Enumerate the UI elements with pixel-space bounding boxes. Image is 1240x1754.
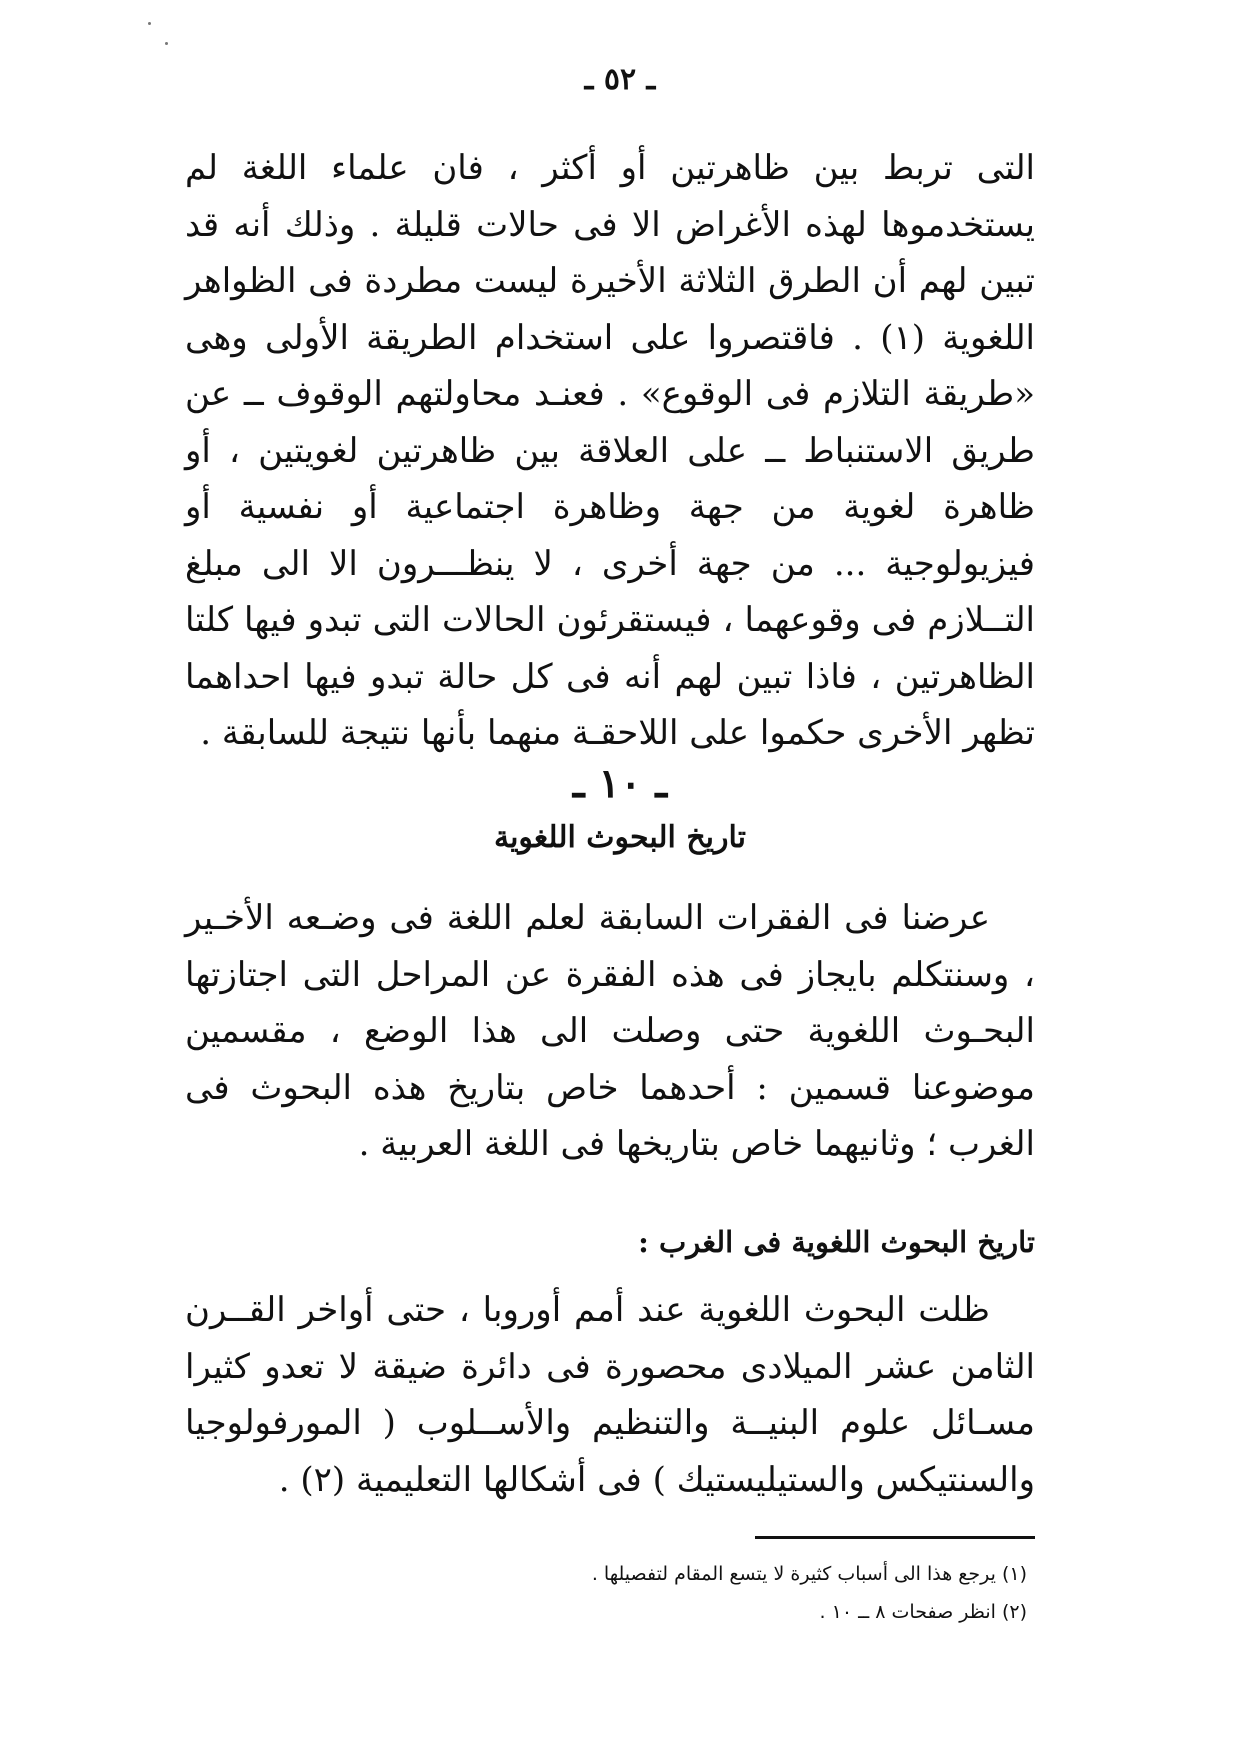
footnote-1: (١) يرجع هذا الى أسباب كثيرة لا يتسع المقام لتفصيلها . (591, 1563, 1027, 1585)
section-text-block (185, 890, 1035, 1173)
west-subheading: تاريخ البحوث اللغوية فى الغرب : (638, 1225, 1035, 1259)
section-number: ـ ١٠ ـ (572, 760, 668, 807)
footnotes (185, 1555, 1027, 1631)
page-number: ـ ٥٢ ـ (584, 62, 656, 97)
intro-paragraph: التى تربط بين ظاهرتين أو أكثر ، فان علماء اللغة لم يستخدموها لهذه الأغراض الا فى حالات قليلة . وذلك أنه قد تبين لهم أن الطرق الثلاثة الأخيرة ليست مطردة فى الظواهر اللغوية (١) . فاقتصروا على استخدام الطريقة الأولى وهى «طريقة التلازم فى الوقوع» . فعنـد محاولتهم الوقوف ــ عن طريق الاستنباط ــ على العلاقة بين ظاهرتين لغويتين ، أو ظاهرة لغوية من جهة وظاهرة اجتماعية أو نفسية أو فيزيولوجية ... من جهة أخرى ، لا ينظـــرون الا الى مبلغ التــلازم فى وقوعهما ، فيستقرئون الحالات التى تبدو فيها كلتا الظاهرتين ، فاذا تبين لهم أنه فى كل حالة تبدو فيها احداهما تظهر الأخرى حكموا على اللاحقـة منهما بأنها نتيجة للسابقة . (185, 148, 1035, 753)
intro-text-block (185, 140, 1035, 762)
scan-speck (165, 42, 168, 45)
west-text-block (185, 1282, 1035, 1508)
scan-speck (148, 22, 151, 25)
footnote-divider (755, 1536, 1035, 1539)
section-title: تاريخ البحوث اللغوية (493, 820, 747, 855)
footnote-2: (٢) انظر صفحات ٨ ــ ١٠ . (819, 1601, 1027, 1623)
section-paragraph: عرضنا فى الفقرات السابقة لعلم اللغة فى وضـعه الأخـير ، وسنتكلم بايجاز فى هذه الفقرة عن المراحل التى اجتازتها البحـوث اللغوية حتى وصلت الى هذا الوضع ، مقسمين موضوعنا قسمين : أحدهما خاص بتاريخ هذه البحوث فى الغرب ؛ وثانيهما خاص بتاريخها فى اللغة العربية . (185, 898, 1035, 1164)
west-paragraph: ظلت البحوث اللغوية عند أمم أوروبا ، حتى أواخر القــرن الثامن عشر الميلادى محصورة فى دائرة ضيقة لا تعدو كثيرا مسـائل علوم البنيــة والتنظيم والأســلوب ( المورفولوجيا والسنتيكس والستيليستيك ) فى أشكالها التعليمية (٢) . (185, 1290, 1035, 1500)
